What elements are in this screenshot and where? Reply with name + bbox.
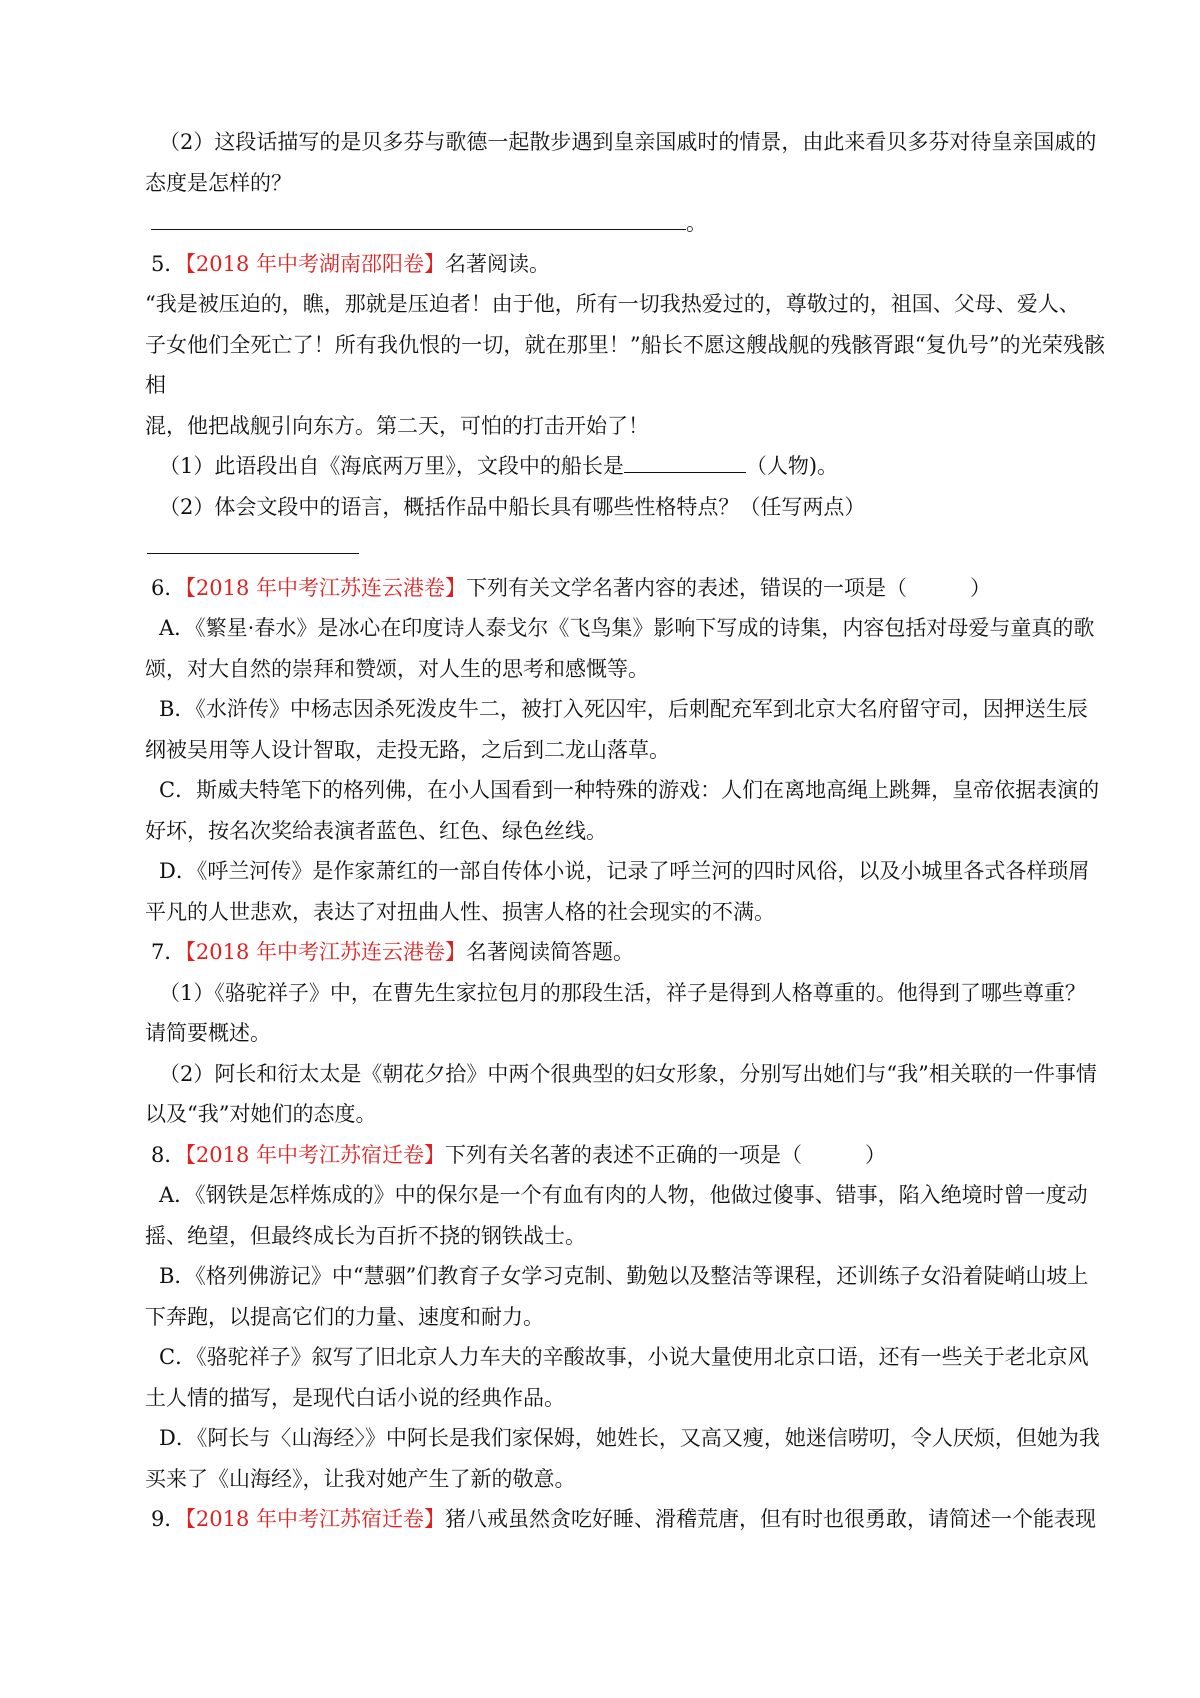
q5-passage-line3: 混，他把战舰引向东方。第二天，可怕的打击开始了！ — [145, 413, 649, 438]
answer-blank[interactable] — [624, 446, 746, 473]
q8-option-b-line2: 下奔跑，以提高它们的力量、速度和耐力。 — [145, 1304, 544, 1329]
q5-passage-line2: 子女他们全死亡了！所有我仇恨的一切，就在那里！”船长不愿这艘战舰的残骸胥跟“复仇号”的光荣残骸相 — [145, 332, 1105, 397]
q6-number: 6． — [151, 575, 186, 600]
q8-option-c-line1: C．《骆驼祥子》叙写了旧北京人力车夫的辛酸故事，小说大量使用北京口语，还有一些关于老北京风 — [159, 1345, 1089, 1369]
answer-blank[interactable] — [151, 203, 686, 230]
q8-header — [145, 1135, 1105, 1176]
q5-number: 5． — [151, 251, 186, 276]
q9-header — [145, 1499, 1105, 1540]
q8-option-a-line1: A．《钢铁是怎样炼成的》中的保尔是一个有血有肉的人物，他做过傻事、错事，陷入绝境时曾一度动 — [159, 1183, 1088, 1207]
q4-sub2-line1: （2）这段话描写的是贝多芬与歌德一起散步遇到皇亲国戚时的情景，由此来看贝多芬对待皇亲国戚的 — [159, 130, 1097, 154]
q8-option-a-line2: 摇、绝望，但最终成长为百折不挠的钢铁战士。 — [145, 1223, 586, 1248]
q8-option-d-line1: D．《阿长与〈山海经〉》中阿长是我们家保姆，她姓长，又高又瘦，她迷信唠叨，令人厌烦，但她为我 — [159, 1426, 1100, 1450]
q8-title: 下列有关名著的表述不正确的一项是（ ） — [445, 1142, 886, 1167]
q7-sub2-line1: （2）阿长和衍太太是《朝花夕拾》中两个很典型的妇女形象，分别写出她们与“我”相关联的一件事情 — [159, 1061, 1097, 1086]
q7-sub1-line1: （1）《骆驼祥子》中，在曹先生家拉包月的那段生活，祥子是得到人格尊重的。他得到了哪些尊重？ — [159, 980, 1086, 1005]
q5-sub1-unit: （人物)。 — [745, 454, 839, 478]
answer-end-mark: 。 — [686, 211, 707, 235]
q4-answer-line — [145, 203, 1105, 244]
q8-source: 【2018 年中考江苏宿迁卷】 — [185, 1142, 445, 1167]
q6-option-b-line2: 纲被吴用等人设计智取，走投无路，之后到二龙山落草。 — [145, 737, 670, 762]
q4-sub2-line2: 态度是怎样的？ — [145, 170, 292, 195]
q9-text: 猪八戒虽然贪吃好睡、滑稽荒唐，但有时也很勇敢，请简述一个能表现 — [445, 1507, 1096, 1531]
q9-number: 9． — [151, 1507, 186, 1531]
q6-source: 【2018 年中考江苏连云港卷】 — [185, 575, 466, 600]
q5-sub1 — [145, 446, 1105, 487]
q5-answer-line — [145, 527, 1105, 568]
q5-source: 【2018 年中考湖南邵阳卷】 — [185, 251, 445, 276]
q6-option-b-line1: B．《水浒传》中杨志因杀死泼皮牛二，被打入死囚牢，后刺配充军到北京大名府留守司，因押送生辰 — [159, 697, 1088, 721]
q5-header — [145, 244, 1105, 285]
q6-header — [145, 568, 1105, 609]
q6-option-c-line2: 好坏，按名次奖给表演者蓝色、红色、绿色丝线。 — [145, 818, 607, 843]
q8-option-c-line2: 土人情的描写，是现代白话小说的经典作品。 — [145, 1385, 565, 1410]
q6-option-c-line1: C．斯威夫特笔下的格列佛，在小人国看到一种特殊的游戏：人们在离地高绳上跳舞，皇帝依据表演的 — [159, 778, 1100, 802]
q8-option-d-line2: 买来了《山海经》，让我对她产生了新的敬意。 — [145, 1466, 576, 1491]
q7-sub2-line2: 以及“我”对她们的态度。 — [145, 1102, 377, 1126]
q9-source: 【2018 年中考江苏宿迁卷】 — [185, 1507, 445, 1531]
q6-title: 下列有关文学名著内容的表述，错误的一项是（ ） — [466, 575, 991, 600]
q7-number: 7． — [151, 940, 186, 964]
answer-blank[interactable] — [147, 527, 359, 554]
q8-option-b-line1: B．《格列佛游记》中“慧骃”们教育子女学习克制、勤勉以及整洁等课程，还训练子女沿着陡峭山坡上 — [159, 1264, 1089, 1288]
exam-page — [145, 122, 1105, 1540]
q7-header — [145, 932, 1105, 973]
q6-option-a-line1: A．《繁星·春水》是冰心在印度诗人泰戈尔《飞鸟集》影响下写成的诗集，内容包括对母爱与童真的歌 — [159, 616, 1095, 640]
q5-sub1-text: （1）此语段出自《海底两万里》，文段中的船长是 — [159, 454, 624, 478]
q8-number: 8． — [151, 1142, 186, 1167]
q5-sub2: （2）体会文段中的语言，概括作品中船长具有哪些性格特点？（任写两点） — [159, 494, 866, 519]
q7-source: 【2018 年中考江苏连云港卷】 — [185, 940, 466, 964]
q5-passage-line1: “我是被压迫的，瞧，那就是压迫者！由于他，所有一切我热爱过的，尊敬过的，祖国、父母、爱人、 — [145, 292, 1080, 316]
q6-option-d-line2: 平凡的人世悲欢，表达了对扭曲人性、损害人格的社会现实的不满。 — [145, 899, 775, 924]
q7-title: 名著阅读简答题。 — [466, 940, 634, 964]
q7-sub1-line2: 请简要概述。 — [145, 1021, 271, 1045]
q5-title: 名著阅读。 — [445, 251, 550, 276]
q6-option-d-line1: D．《呼兰河传》是作家萧红的一部自传体小说，记录了呼兰河的四时风俗，以及小城里各式各样琐屑 — [159, 859, 1090, 883]
q6-option-a-line2: 颂，对大自然的崇拜和赞颂，对人生的思考和感慨等。 — [145, 656, 649, 681]
